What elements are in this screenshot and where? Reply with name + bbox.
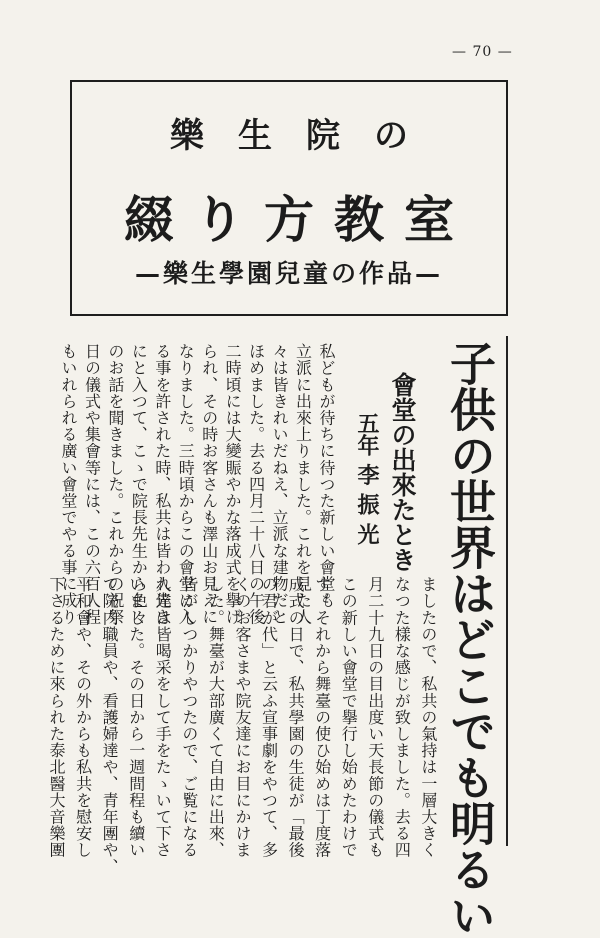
body-line: 私どもが待ちに待つた新しい會堂も [316,343,336,609]
article-title-rule [506,336,508,846]
article-author: 五年 李 振 光 [354,412,380,545]
body-line: 人達は皆喝采をして手をたゝいて下さ [153,576,173,859]
body-line: にと入つて、こゝで院長先生から色々 [129,343,149,626]
article-subtitle: 會堂の出來たとき [388,372,417,572]
body-line: 平和會や、その外からも私共を慰安し [73,576,93,859]
body-line: の君が代」と云ふ宣事劇をやつて、多 [259,576,279,859]
body-line: す。それから舞臺の使ひ始めは丁度落 [312,576,332,859]
body-upper-block [59,343,336,626]
page-number: — 70 — [452,44,513,60]
header-box [70,80,508,316]
header-subtitle: —樂生學園兒童の作品— [134,259,443,288]
body-line: 二時頃には大變賑やかな落成式を擧げ [223,343,243,626]
body-line: いました。その日から一週間程も續い [126,576,146,859]
header-main-title: 綴り方教室 [124,190,474,249]
body-line: なりました。三時頃からこの會堂に入 [176,343,196,626]
body-line: る事を許された時、私共は皆われ先き [152,343,172,626]
body-line: なつた樣な感じが致しました。去る四 [392,576,412,859]
article-title: 子供の世界はどこでも明るい [443,340,497,938]
body-line: くのお客さまや院友達にお目にかけま [232,576,252,859]
body-line: もいれられる廣い會堂でやる事に成り [59,343,78,626]
header-series-title: 樂生院の [170,116,442,156]
body-line: られ、その時お客さんも澤山お見えに [199,343,219,626]
body-line: この新しい會堂で擧行し始めたわけで [339,576,359,859]
body-lower-block [47,576,438,875]
body-line: 下さるために來られた泰北醫大音樂團 [47,576,66,859]
body-line: 皆がしつかりやつたので、ご覧になる [179,576,199,859]
body-line: 日の儀式や集會等には、この六百人程 [82,343,102,626]
body-line: 々は皆きれいだねえ、立派な建物だと [270,343,290,626]
body-line: ましたので、私共の氣持は一層大きく [418,576,438,859]
body-line: 月二十九日の目出度い天長節の儀式も [365,576,385,859]
body-line: て院内職員や、看護婦達や、青年團や、 [100,576,120,875]
body-line: 成式の日で、私共學園の生徒が「最後 [286,576,306,859]
body-line: ほめました。去る四月二十八日の午後 [246,343,266,626]
body-line: 立派に出來上りました。これを見た人 [293,343,313,626]
body-line: した。舞臺が大部廣くて自由に出來、 [206,576,226,859]
body-line: のお話を聞きました。これからの祝祭 [105,343,125,626]
